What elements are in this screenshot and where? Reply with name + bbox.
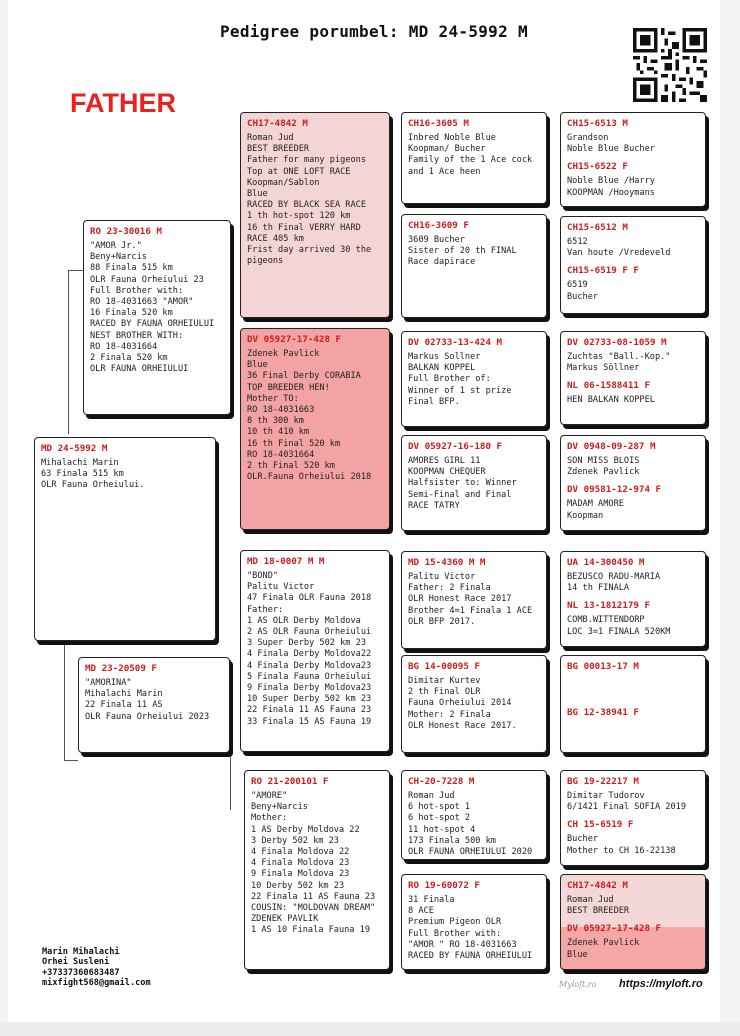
ring-number: MD 18-0007 M M (247, 556, 325, 567)
info-line: OLR BFP 2017. (408, 616, 476, 627)
info-line: Dimitar Kurtev (408, 676, 481, 686)
info-line: Roman Jud (247, 133, 294, 143)
ring-number: DV 0948-09-287 M (567, 441, 656, 452)
info-line: Koopman/ Bucher (408, 144, 486, 155)
sire-sire-sire-box (401, 112, 547, 204)
info-line: Beny+Narcis (90, 252, 147, 263)
info-line: MADAM AMORE (567, 499, 624, 510)
info-line: Brother 4=1 Finala 1 ACE (408, 605, 533, 616)
gen5-pair-box-7 (560, 770, 706, 866)
info-line: 16 th Final 520 km (247, 438, 341, 449)
info-line: 31 Finala (408, 895, 455, 905)
info-line: OLR.Fauna Orheiului 2018 (247, 472, 372, 483)
info-line: RACED BY BLACK SEA RACE (247, 200, 366, 211)
info-line: 4 Finala Moldova 22 (251, 847, 350, 858)
ring-number: DV 05927-16-180 F (408, 441, 503, 452)
owner-phone: +37337360683487 (42, 967, 120, 978)
ring-number: BG 19-22217 M (567, 776, 639, 787)
info-line: 11 hot-spot 4 (408, 824, 476, 835)
info-line: Blue (247, 360, 268, 371)
info-line: 63 Finala 515 km (41, 469, 124, 480)
info-line: Palitu Victor (247, 582, 315, 593)
info-line: RO 18-4031664 (247, 449, 315, 460)
info-line: Beny+Narcis (251, 802, 308, 813)
info-line: 6512 (567, 237, 588, 247)
info-line: Zdenek Pavlick (247, 349, 320, 359)
info-line: Bucher (567, 291, 599, 302)
info-line: Frist day arrived 30 the (247, 245, 372, 256)
info-line: 6519 (567, 280, 588, 291)
sire-dam-sire-box (401, 331, 547, 427)
info-line: Mother to CH 16-22138 (567, 845, 676, 856)
dam-sire-sire-box (401, 551, 547, 649)
father-label: FATHER (70, 88, 176, 118)
info-line: 8 ACE (408, 906, 434, 917)
info-line: HEN BALKAN KOPPEL (567, 395, 655, 406)
info-line: 2 AS OLR Fauna Orheiului (247, 627, 372, 638)
info-line: COUSIN: "MOLDOVAN DREAM" (251, 903, 376, 914)
info-line: Van houte /Vredeveld (567, 248, 671, 259)
info-line: 22 Finala 11 AS Fauna 23 (247, 705, 372, 716)
info-line: 5 Finala Fauna Orheiului (247, 671, 372, 682)
info-line: 6/1421 Final SOFIA 2019 (567, 802, 686, 813)
dam-dam-sire-box (401, 770, 547, 860)
pedigree-page (8, 0, 720, 1022)
info-line: OLR Honest Race 2017. (408, 720, 517, 731)
info-line: Blue (247, 189, 268, 200)
signature: Myloft.ro (559, 980, 597, 989)
info-line: 47 Finala OLR Fauna 2018 (247, 593, 372, 604)
info-line: "AMOR Jr." (90, 241, 142, 251)
info-line: LOC 3=1 FINALA 520KM (567, 626, 671, 637)
info-line: Family of the 1 Ace cock (408, 155, 533, 166)
dam-box (78, 657, 230, 753)
gen5-pair-box-1 (560, 112, 706, 207)
info-line: 88 Finala 515 km (90, 263, 173, 274)
info-line: 8 th 300 km (247, 416, 304, 427)
info-line: Fauna Orheiului 2014 (408, 698, 512, 709)
owner-location: Orhei Susleni (42, 957, 110, 968)
info-line: Top at ONE LOFT RACE (247, 166, 351, 177)
info-line: BALKAN KOPPEL (408, 363, 476, 374)
ring-number: MD 23-20509 F (85, 663, 157, 674)
dam-dam-box (244, 770, 390, 970)
page-title: Pedigree porumbel: MD 24-5992 M (220, 22, 528, 41)
info-line: "AMOR " RO 18-4031663 (408, 939, 517, 950)
info-line: Final BFP. (408, 396, 460, 407)
info-line: 9 Finala Moldova 23 (251, 869, 350, 880)
info-line: "AMORE" (251, 791, 288, 801)
info-line: KOOPMAN /Hooymans (567, 187, 655, 198)
gen5-pair-box-4 (560, 435, 706, 531)
info-line: Mother: (251, 813, 288, 824)
info-line: RO 18-4031664 (90, 341, 158, 352)
info-line: Mother TO: (247, 393, 299, 404)
info-line: 4 Finala Moldova 23 (251, 858, 350, 869)
info-line: AMORES GIRL 11 (408, 456, 481, 466)
info-line: Zdenek Pavlick (567, 467, 640, 478)
info-line: 10 th 410 km (247, 427, 310, 438)
owner-contact (42, 947, 151, 989)
ring-number: CH15-6513 M (567, 118, 628, 129)
ring-number: CH16-3605 M (408, 118, 469, 129)
info-line: RACED BY FAUNA ORHEIULUI (90, 319, 215, 330)
gen5-pair-box-3 (560, 331, 706, 425)
info-line: and 1 Ace heen (408, 166, 481, 177)
info-line: Winner of 1 st prize (408, 385, 512, 396)
ring-number: BG 14-00095 F (408, 661, 480, 672)
info-line: 2 th Final OLR (408, 687, 481, 698)
info-line: 16 th Final VERRY HARD (247, 222, 361, 233)
info-line: Bucher (567, 834, 599, 845)
info-line: 6 hot-spot 2 (408, 813, 471, 824)
info-line: Mihalachi Marin (85, 689, 163, 700)
info-line: "AMORINA" (85, 678, 132, 688)
sire-dam-dam-box (401, 435, 547, 531)
info-line: Father: (247, 604, 284, 615)
ring-number: CH 15-6519 F (567, 819, 634, 831)
ring-number: CH15-6519 F F (567, 265, 639, 277)
info-line: 9 Finala Derby Moldova23 (247, 683, 372, 694)
info-line: Father for many pigeons (247, 155, 366, 166)
sire-dam-box (240, 328, 390, 530)
info-line: 22 Finala 11 AS (85, 700, 163, 711)
info-line: Full Brother of: (408, 374, 491, 385)
info-line: Markus Sollner (408, 352, 481, 362)
gen5-pair-box-8 (560, 874, 706, 970)
gen5-pair-box-5 (560, 551, 706, 647)
info-line: 33 Finala 15 AS Fauna 19 (247, 716, 372, 727)
info-line: Roman Jud (567, 895, 614, 905)
info-line: 1 th hot-spot 120 km (247, 211, 351, 222)
info-line: COMB.WITTENDORP (567, 615, 645, 626)
connector-line (64, 760, 78, 761)
ring-number: CH16-3609 F (408, 220, 469, 231)
info-line: 1 AS 10 Finala Fauna 19 (251, 925, 370, 936)
info-line: OLR FAUNA ORHEIULUI 2020 (408, 847, 533, 858)
info-line: Zuchtas "Ball.-Kop." (567, 352, 671, 362)
info-line: RO 18-4031663 "AMOR" (90, 297, 194, 308)
ring-number: BG 12-38941 F (567, 707, 639, 718)
ring-number: CH17-4842 M (247, 118, 308, 129)
info-line: Roman Jud (408, 791, 455, 801)
ring-number: NL 06-1588411 F (567, 380, 650, 392)
info-line: Mother: 2 Finala (408, 709, 491, 720)
info-line: BEST BREEDER (247, 144, 310, 155)
info-line: OLR Fauna Orheiului 2023 (85, 711, 210, 722)
info-line: RACE 405 km (247, 233, 304, 244)
bottom-scrollbar[interactable] (0, 1022, 740, 1036)
info-line: Grandson (567, 133, 609, 143)
info-line: ZDENEK PAVLIK (251, 914, 319, 925)
info-line: 4 Finala Derby Moldova22 (247, 649, 372, 660)
ring-number: DV 09581-12-974 F (567, 484, 662, 496)
info-line: 3 Super Derby 502 km 23 (247, 638, 366, 649)
info-line: 3609 Bucher (408, 235, 465, 245)
connector-line (68, 270, 69, 434)
info-line: 10 Derby 502 km 23 (251, 880, 345, 891)
ring-number: BG 00013-17 M (567, 661, 639, 672)
ring-number: CH15-6512 M (567, 222, 628, 233)
info-line: Blue (567, 949, 588, 960)
ring-number: DV 02733-08-1059 M (567, 337, 667, 348)
connector-line (68, 270, 83, 271)
ring-number: UA 14-300450 M (567, 557, 645, 568)
info-line: 14 th FINALA (567, 583, 630, 594)
info-line: pigeons (247, 256, 284, 267)
info-line: 3 Derby 502 km 23 (251, 835, 339, 846)
info-line: OLR Honest Race 2017 (408, 594, 512, 605)
info-line: Palitu Victor (408, 572, 476, 582)
info-line: NEST BROTHER WITH: (90, 330, 184, 341)
info-line: Semi-Final and Final (408, 489, 512, 500)
info-line: 2 Finala 520 km (90, 353, 168, 364)
info-line: OLR Fauna Orheiului. (41, 480, 145, 491)
info-line: RACED BY FAUNA ORHEIULUI (408, 951, 533, 962)
ring-number: CH15-6522 F (567, 161, 628, 173)
info-line: 2 th Final 520 km (247, 461, 335, 472)
gen5-pair-box-2 (560, 216, 706, 314)
info-line: Halfsister to: Winner (408, 478, 517, 489)
sire-sire-box (240, 112, 390, 318)
sire-sire-dam-box (401, 214, 547, 318)
connector-line (230, 660, 231, 810)
info-line: Koopman/Sablon (247, 177, 320, 188)
connector-line (64, 640, 65, 760)
info-line: Zdenek Pavlick (567, 938, 640, 949)
info-line: Full Brother with: (90, 285, 184, 296)
ring-number: RO 23-30016 M (90, 226, 162, 237)
info-line: 173 Finala 500 km (408, 835, 496, 846)
info-line: Father: 2 Finala (408, 583, 491, 594)
ring-number: CH-20-7228 M (408, 776, 475, 787)
info-line: 16 Finala 520 km (90, 308, 173, 319)
ring-number: DV 05927-17-428 F (247, 334, 342, 345)
info-line: BEST BREEDER (567, 906, 630, 917)
ring-number: NL 13-1812179 F (567, 600, 650, 612)
info-line: KOOPMAN CHEQUER (408, 467, 486, 478)
info-line: 1 AS Derby Moldova 22 (251, 824, 360, 835)
info-line: Noble Blue Bucher (567, 144, 655, 155)
info-line: 10 Super Derby 502 km 23 (247, 694, 372, 705)
info-line: Full Brother with: (408, 928, 502, 939)
info-line: Inbred Noble Blue (408, 133, 496, 143)
info-line: Premium Pigeon OLR (408, 917, 502, 928)
ring-number: RO 21-200101 F (251, 776, 329, 787)
owner-email: mixfight568@gmail.com (42, 978, 151, 989)
info-line: 6 hot-spot 1 (408, 802, 471, 813)
ring-number: MD 24-5992 M (41, 443, 108, 454)
info-line: SON MISS BLOIS (567, 456, 640, 466)
info-line: Markus Söllner (567, 363, 640, 374)
info-line: RO 18-4031663 (247, 405, 315, 416)
info-line: 22 Finala 11 AS Fauna 23 (251, 891, 376, 902)
info-line: TOP BREEDER HEN! (247, 382, 330, 393)
owner-name: Marin Mihalachi (42, 947, 120, 957)
info-line: 1 AS OLR Derby Moldova (247, 615, 361, 626)
subject-box (34, 437, 216, 641)
info-line: Dimitar Tudorov (567, 791, 645, 801)
website-link[interactable]: https://myloft.ro (619, 978, 703, 990)
info-line: BEZUSCO RADU-MARIA (567, 572, 661, 582)
info-line: Noble Blue /Harry (567, 176, 655, 187)
info-line: 4 Finala Derby Moldova23 (247, 660, 372, 671)
ring-number: CH17-4842 M (567, 880, 628, 891)
info-line: OLR Fauna Orheiului 23 (90, 274, 204, 285)
ring-number: DV 02733-13-424 M (408, 337, 503, 348)
info-line: "BOND" (247, 571, 279, 581)
dam-dam-dam-box (401, 874, 547, 970)
info-line: Race dapirace (408, 257, 476, 268)
info-line: Koopman (567, 510, 604, 521)
qr-code-icon (633, 28, 707, 102)
ring-number: DV 05927-17-428 F (567, 923, 662, 935)
info-line: 36 Final Derby CORABIA (247, 371, 361, 382)
dam-sire-dam-box (401, 655, 547, 753)
gen5-pair-box-6 (560, 655, 706, 753)
info-line: RACE TATRY (408, 500, 460, 511)
ring-number: MD 15-4360 M M (408, 557, 486, 568)
info-line: Sister of 20 th FINAL (408, 246, 517, 257)
info-line: OLR FAUNA ORHEIULUI (90, 364, 189, 375)
sire-box (83, 220, 231, 415)
dam-sire-box (240, 550, 390, 752)
ring-number: RO 19-60072 F (408, 880, 480, 891)
info-line: Mihalachi Marin (41, 458, 119, 468)
